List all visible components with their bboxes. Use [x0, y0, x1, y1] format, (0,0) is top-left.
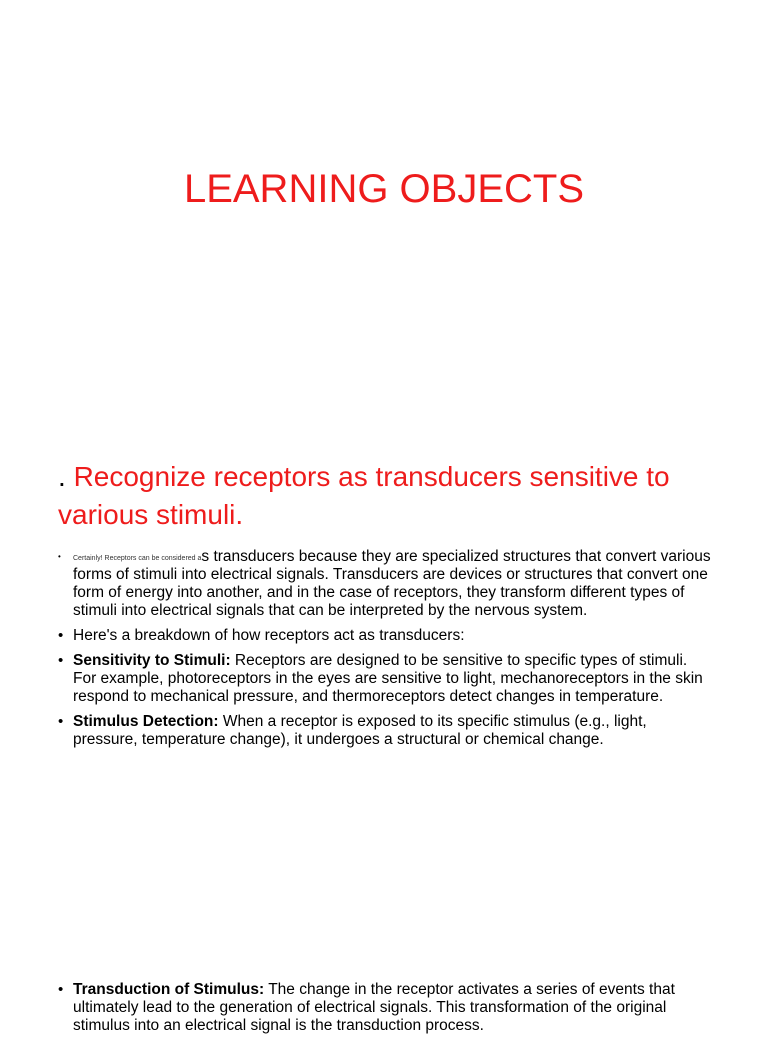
bullet-text: Receptors are designed to be sensitive to specific types of stimuli. For example, photoreceptors in the eyes are sensitive to light, mechanoreceptors in the skin respond to mechanical pressure, and thermoreceptors detect changes in temperature.: [73, 652, 703, 705]
bullet-list: [58, 548, 714, 756]
bullet-text: When a receptor is exposed to its specific stimulus (e.g., light, pressure, temperature change), it undergoes a structural or chemical change.: [73, 713, 647, 748]
list-item: [58, 627, 714, 645]
list-item: [58, 548, 714, 620]
bullet-list-continued: [58, 981, 714, 1042]
list-item: [58, 981, 714, 1035]
bullet-icon: •: [58, 552, 61, 561]
bullet-term: Sensitivity to Stimuli:: [73, 652, 231, 669]
bullet-icon: •: [58, 981, 64, 998]
bullet-term: Transduction of Stimulus:: [73, 981, 265, 998]
bullet-term: Stimulus Detection:: [73, 713, 219, 730]
slide-title: LEARNING OBJECTS: [183, 167, 585, 211]
list-item: [58, 713, 714, 749]
bullet-text: s transducers because they are specialized structures that convert various forms of stimuli into electrical signals. Transducers are devices or structures that convert one form of energy into another, and in the case of receptors, they transform different types of stimuli into electrical signals that can be interpreted by the nervous system.: [73, 548, 711, 619]
bullet-text: Here's a breakdown of how receptors act as transducers:: [73, 627, 465, 644]
objective-heading: [58, 458, 718, 534]
bullet-lead-small-text: Certainly! Receptors can be considered a: [73, 555, 202, 562]
bullet-icon: •: [58, 652, 64, 669]
objective-text: Recognize receptors as transducers sensitive to various stimuli.: [58, 461, 670, 530]
list-item: [58, 652, 714, 706]
bullet-icon: •: [58, 627, 64, 644]
bullet-text: The change in the receptor activates a series of events that ultimately lead to the generation of electrical signals. This transformation of the original stimulus into an electrical signal is the transduction process.: [73, 981, 675, 1034]
objective-prefix: .: [58, 461, 66, 492]
bullet-icon: •: [58, 713, 64, 730]
